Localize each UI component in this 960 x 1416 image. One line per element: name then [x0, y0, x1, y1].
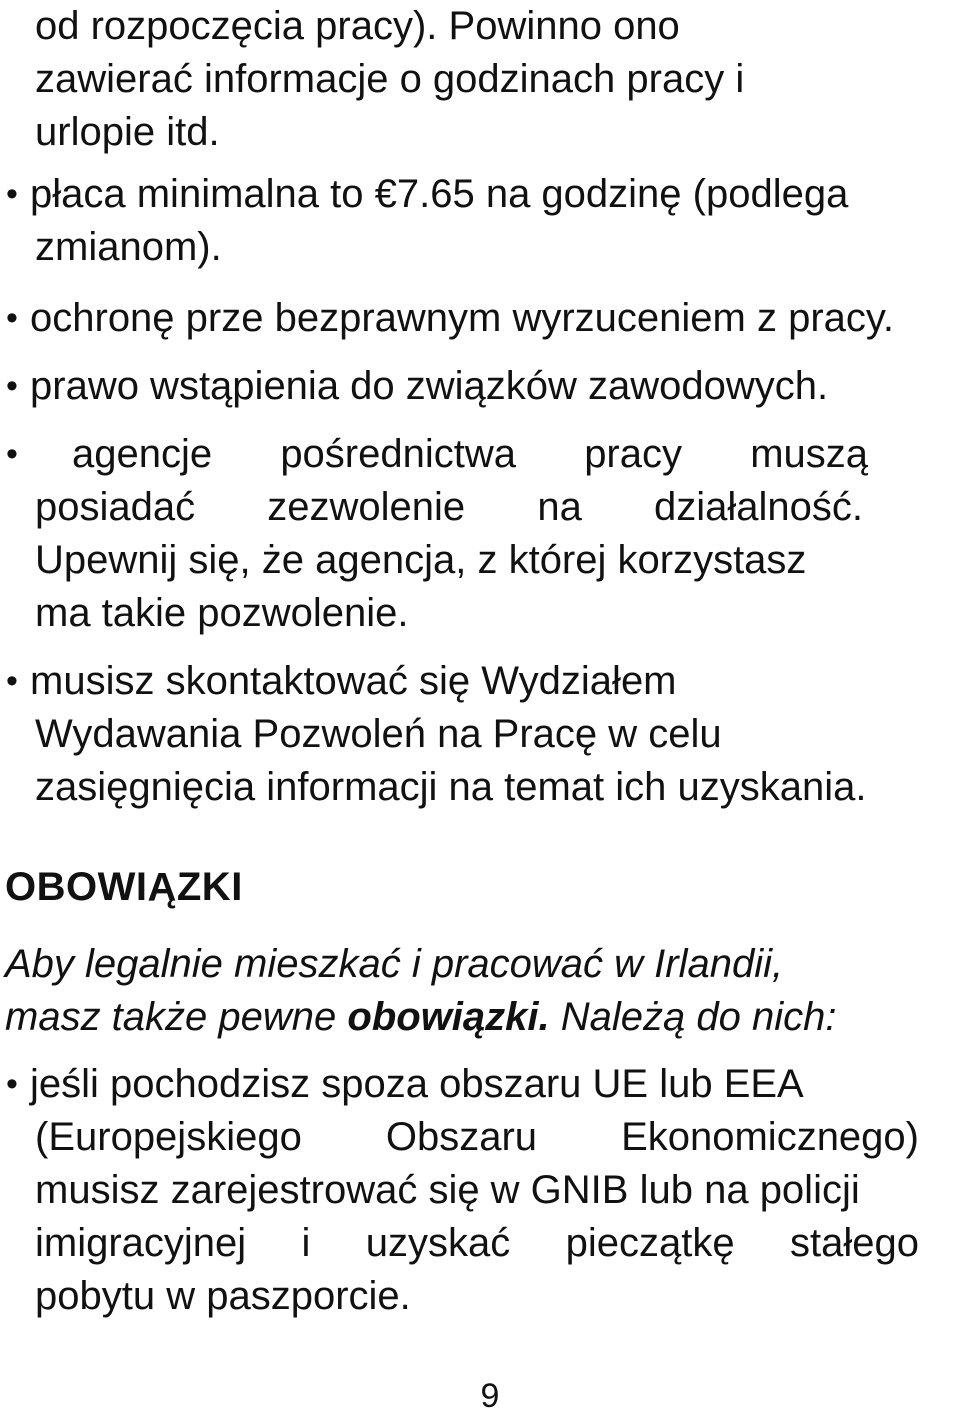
- intro-text: masz także pewne: [5, 995, 348, 1039]
- word: (Europejskiego: [35, 1115, 302, 1159]
- intro-line-2: [5, 991, 836, 1044]
- bullet-marker: •: [6, 662, 18, 700]
- word: uzyskać: [365, 1221, 511, 1265]
- duty-1-line-1: jeśli pochodzisz spoza obszaru UE lub EEA: [30, 1062, 804, 1106]
- continuation-line-2: zawierać informacje o godzinach pracy i: [35, 57, 745, 101]
- word: muszą: [750, 432, 868, 476]
- bullet-marker: •: [6, 1065, 18, 1103]
- word: i: [301, 1221, 311, 1265]
- bullet-4-line-3: Upewnij się, że agencja, z której korzystasz: [35, 538, 807, 582]
- bullet-3-line-1: prawo wstąpienia do związków zawodowych.: [30, 364, 829, 408]
- duty-1-line-5: pobytu w paszporcie.: [35, 1274, 411, 1318]
- word: Obszaru: [385, 1115, 538, 1159]
- word: działalność.: [653, 485, 863, 529]
- bullet-5-line-2: Wydawania Pozwoleń na Pracę w celu: [35, 712, 722, 756]
- word: stałego: [789, 1221, 919, 1265]
- intro-text: Należą do nich:: [549, 995, 837, 1039]
- duty-1-line-2: [35, 1111, 919, 1164]
- section-heading: OBOWIĄZKI: [5, 865, 243, 909]
- bullet-marker: •: [6, 435, 18, 473]
- continuation-line-1: od rozpoczęcia pracy). Powinno ono: [35, 4, 680, 48]
- bullet-marker: •: [6, 175, 18, 213]
- intro-line-1: Aby legalnie mieszkać i pracować w Irlandii,: [5, 942, 784, 986]
- bullet-5-line-3: zasięgnięcia informacji na temat ich uzyskania.: [35, 765, 867, 809]
- bullet-4-line-1: [72, 428, 868, 481]
- bullet-4-line-2: [35, 481, 863, 534]
- word: posiadać: [35, 485, 196, 529]
- page-number: 9: [480, 1377, 500, 1415]
- word: agencje: [72, 432, 213, 476]
- duty-1-line-3: musisz zarejestrować się w GNIB lub na policji: [35, 1168, 860, 1212]
- bullet-4-line-4: ma takie pozwolenie.: [35, 591, 409, 635]
- bullet-2-line-1: ochronę prze bezprawnym wyrzuceniem z pracy.: [30, 296, 895, 340]
- duty-1-line-4: [35, 1217, 919, 1270]
- bullet-5-line-1: musisz skontaktować się Wydziałem: [30, 659, 677, 703]
- word: imigracyjnej: [35, 1221, 247, 1265]
- word: zezwolenie: [267, 485, 466, 529]
- word: Ekonomicznego): [621, 1115, 919, 1159]
- word: pieczątkę: [565, 1221, 735, 1265]
- continuation-line-3: urlopie itd.: [35, 110, 220, 154]
- bullet-marker: •: [6, 367, 18, 405]
- bullet-1-line-1: płaca minimalna to €7.65 na godzinę (podlega: [30, 172, 849, 216]
- word: pracy: [584, 432, 682, 476]
- bullet-1-line-2: zmianom).: [35, 225, 222, 269]
- bullet-marker: •: [6, 299, 18, 337]
- word: na: [537, 485, 582, 529]
- word: pośrednictwa: [280, 432, 516, 476]
- intro-bold-text: obowiązki.: [347, 995, 550, 1039]
